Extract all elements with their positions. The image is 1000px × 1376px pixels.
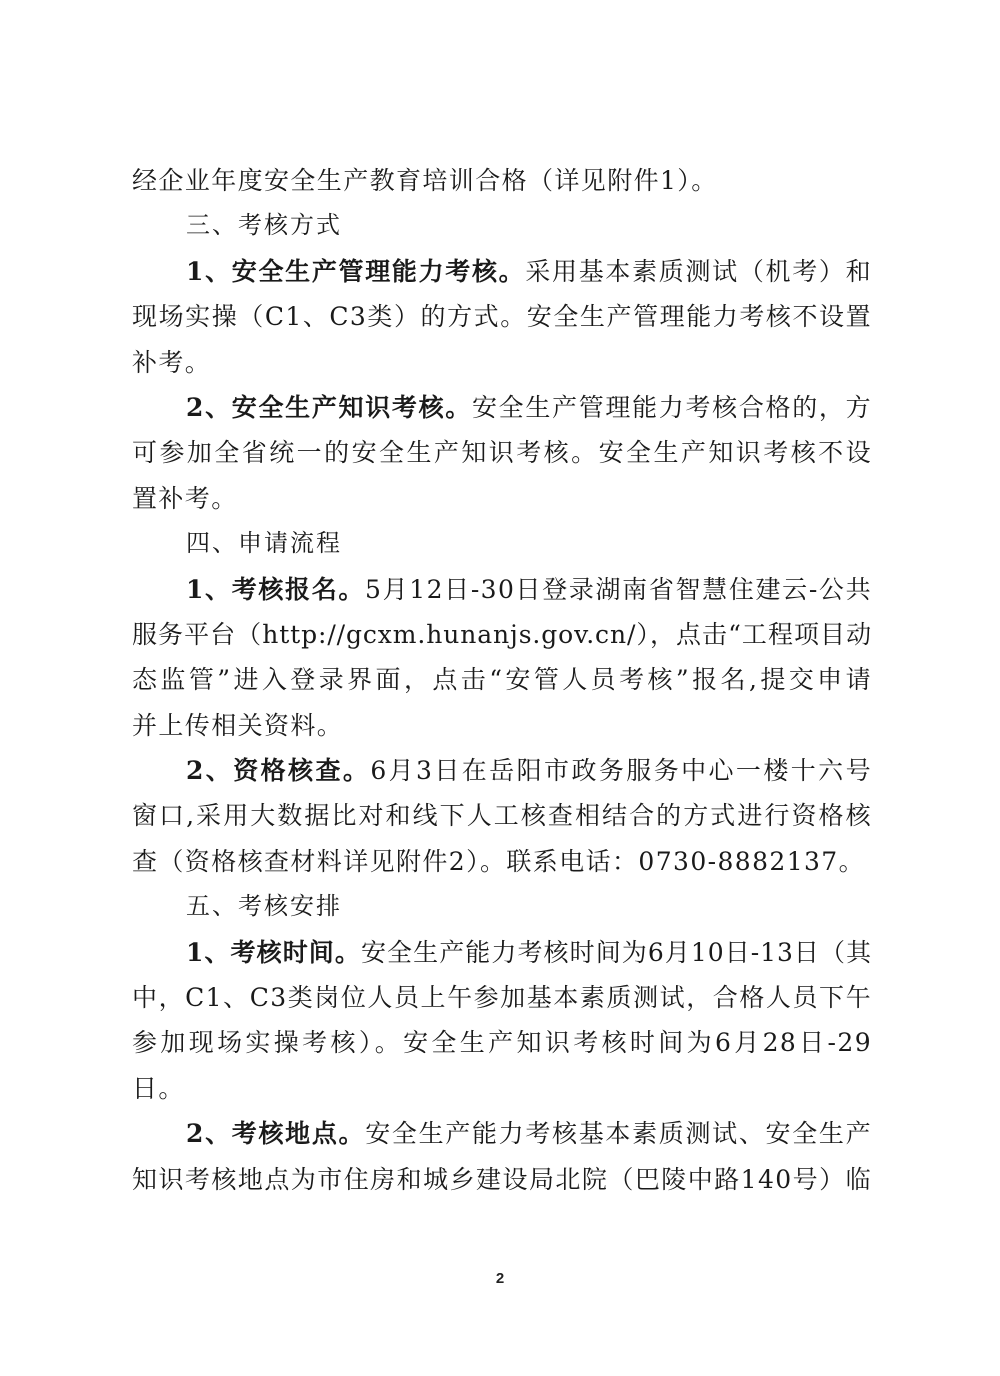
body-line: 可参加全省统一的安全生产知识考核。安全生产知识考核不设 xyxy=(132,438,872,468)
body-line: 态监管”进入登录界面，点击“安管人员考核”报名,提交申请 xyxy=(132,665,872,695)
paragraph-assessment-location xyxy=(132,1111,872,1156)
paragraph-text: 安全生产能力考核时间为6月10日-13日（其 xyxy=(360,937,872,967)
paragraph-lead: 1、安全生产管理能力考核。 xyxy=(186,256,526,286)
paragraph-qualification-check xyxy=(132,748,872,793)
paragraph-registration xyxy=(132,567,872,612)
paragraph-lead: 2、安全生产知识考核。 xyxy=(186,392,472,422)
paragraph-lead: 1、考核报名。 xyxy=(186,574,366,604)
body-line: 窗口,采用大数据比对和线下人工核查相结合的方式进行资格核 xyxy=(132,801,872,831)
section-heading-application-process: 四、申请流程 xyxy=(186,529,342,558)
body-line: 置补考。 xyxy=(132,483,238,513)
paragraph-assessment-time xyxy=(132,930,872,975)
body-line: 经企业年度安全生产教育培训合格（详见附件1）。 xyxy=(132,166,718,195)
section-heading-assessment-method: 三、考核方式 xyxy=(186,211,342,240)
body-line-with-url: 服务平台（http://gcxm.hunanjs.gov.cn/），点击“工程项目动 xyxy=(132,619,872,649)
body-line: 现场实操（C1、C3类）的方式。安全生产管理能力考核不设置 xyxy=(132,302,872,332)
section-heading-assessment-arrangement: 五、考核安排 xyxy=(186,892,342,921)
paragraph-text: 采用基本素质测试（机考）和 xyxy=(525,256,872,286)
paragraph-text: 6月3日在岳阳市政务服务中心一楼十六号 xyxy=(370,756,872,786)
document-body xyxy=(132,158,872,1202)
body-line: 并上传相关资料。 xyxy=(132,710,344,740)
paragraph-safety-knowledge xyxy=(132,385,872,430)
paragraph-text: 安全生产能力考核基本素质测试、安全生产 xyxy=(365,1119,872,1149)
body-line: 知识考核地点为市住房和城乡建设局北院（巴陵中路140号）临 xyxy=(132,1164,872,1194)
paragraph-lead: 1、考核时间。 xyxy=(186,937,361,967)
page-number: 2 xyxy=(495,1270,505,1287)
paragraph-text: 安全生产管理能力考核合格的，方 xyxy=(471,392,872,422)
paragraph-lead: 2、考核地点。 xyxy=(186,1119,366,1149)
paragraph-management-ability xyxy=(132,249,872,294)
body-line: 日。 xyxy=(132,1073,185,1103)
body-line-contact-phone: 查（资格核查材料详见附件2）。联系电话：0730-8882137。 xyxy=(132,846,866,876)
body-line: 中，C1、C3类岗位人员上午参加基本素质测试，合格人员下午 xyxy=(132,983,872,1013)
paragraph-text: 5月12日-30日登录湖南省智慧住建云-公共 xyxy=(365,574,872,604)
body-line: 参加现场实操考核）。安全生产知识考核时间为6月28日-29 xyxy=(132,1028,872,1058)
body-line: 补考。 xyxy=(132,347,212,377)
paragraph-lead: 2、资格核查。 xyxy=(186,756,371,786)
